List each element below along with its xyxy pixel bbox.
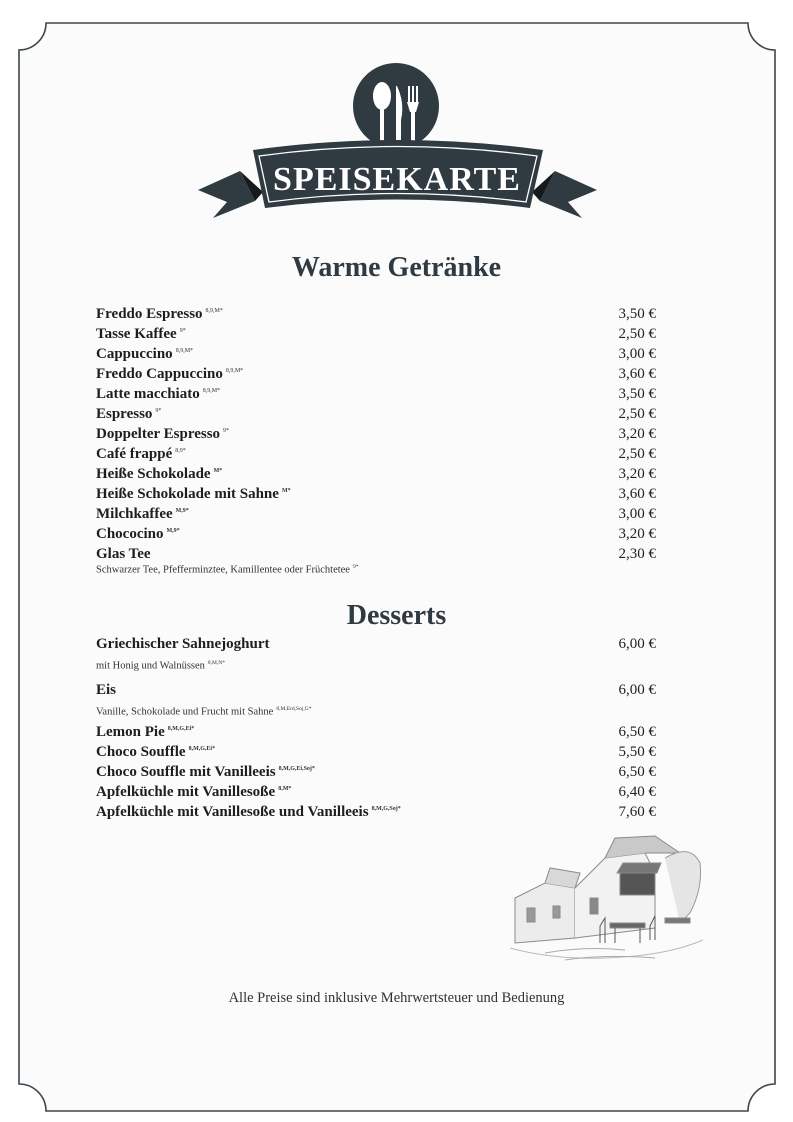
menu-item-row: [96, 446, 656, 466]
allergen-codes: 8,M,Erd,Soj,G*: [276, 706, 312, 712]
menu-item-row: [96, 526, 656, 546]
menu-item-name: [96, 466, 222, 483]
menu-item-label: Latte macchiato: [96, 386, 200, 402]
menu-item-label: Milchkaffee: [96, 506, 173, 522]
menu-item-name: [96, 724, 194, 741]
menu-item-row: [96, 744, 656, 764]
menu-item-price: 2,50 €: [618, 446, 656, 462]
menu-item-price: 3,20 €: [618, 426, 656, 442]
banner-title: SPEISEKARTE: [273, 161, 521, 198]
menu-item-row: [96, 506, 656, 526]
menu-item-price: 3,20 €: [618, 526, 656, 542]
menu-item-name: [96, 346, 193, 363]
cutlery-icon: [353, 63, 439, 150]
menu-item-name: [96, 486, 291, 503]
menu-item-name: [96, 784, 291, 801]
menu-item-name: [96, 744, 215, 761]
allergen-codes: 9*: [155, 408, 162, 414]
menu-item-name: [96, 682, 116, 699]
menu-item-row: [96, 784, 656, 804]
menu-item-row: [96, 326, 656, 346]
section-title-warm-drinks: Warme Getränke: [291, 252, 502, 283]
menu-item-row: [96, 306, 656, 326]
menu-item-label: Eis: [96, 682, 117, 698]
menu-item-row: [96, 682, 656, 702]
allergen-codes: 9*: [223, 428, 230, 434]
menu-item-label: Tasse Kaffee: [96, 326, 177, 342]
menu-item-name: [96, 636, 269, 653]
menu-item-row: [96, 406, 656, 426]
menu-item-row: [96, 724, 656, 744]
header-emblem: [195, 58, 600, 218]
menu-item-price: 6,40 €: [618, 784, 656, 800]
menu-item-price: 3,50 €: [618, 386, 656, 402]
allergen-codes: 8,M,G,Ei,Soj*: [278, 766, 315, 772]
allergen-codes: 8,M*: [278, 786, 292, 792]
menu-item-label: Apfelküchle mit Vanillesoße und Vanilleeis: [96, 804, 369, 820]
menu-item-name: [96, 804, 401, 821]
menu-item-price: 6,00 €: [618, 682, 656, 698]
menu-item-label: Choco Souffle: [96, 744, 186, 760]
menu-item-label: Heiße Schokolade: [96, 466, 211, 482]
menu-item-label: Freddo Cappuccino: [96, 366, 223, 382]
menu-item-label: Heiße Schokolade mit Sahne: [96, 486, 279, 502]
menu-item-row: [96, 636, 656, 656]
menu-item-price: 3,00 €: [618, 506, 656, 522]
menu-item-price: 3,50 €: [618, 306, 656, 322]
menu-item-description: [96, 660, 225, 672]
menu-item-name: [96, 406, 161, 423]
menu-item-row: [96, 366, 656, 386]
menu-item-price: 2,50 €: [618, 406, 656, 422]
menu-item-name: [96, 526, 180, 543]
allergen-codes: 8,M,G,Ei*: [188, 746, 216, 752]
menu-item-name: [96, 326, 186, 343]
menu-item-label: Griechischer Sahnejoghurt: [96, 636, 270, 652]
menu-item-row: [96, 804, 656, 824]
description-text: mit Honig und Walnüssen: [96, 660, 205, 672]
allergen-codes: 8,M,G,Ei*: [167, 726, 195, 732]
allergen-codes: M,9*: [166, 528, 180, 534]
menu-item-price: 6,50 €: [618, 764, 656, 780]
allergen-codes: 8,9*: [175, 448, 186, 454]
allergen-codes: M*: [281, 488, 291, 494]
allergen-codes: M,9*: [175, 508, 189, 514]
allergen-codes: 8,9,M*: [175, 348, 194, 354]
menu-item-price: 7,60 €: [618, 804, 656, 820]
village-sketch-illustration: [505, 828, 705, 973]
menu-item-label: Chococino: [96, 526, 164, 542]
allergen-codes: 9*: [352, 564, 359, 570]
menu-item-label: Espresso: [96, 406, 153, 422]
footer-note: Alle Preise sind inklusive Mehrwertsteuer und Bedienung: [228, 990, 565, 1006]
menu-item-name: [96, 546, 151, 563]
menu-item-row: [96, 346, 656, 366]
menu-item-price: 2,30 €: [618, 546, 656, 562]
menu-item-name: [96, 764, 315, 781]
menu-item-name: [96, 426, 229, 443]
menu-item-row: [96, 466, 656, 486]
menu-item-row: [96, 764, 656, 784]
menu-item-name: [96, 386, 220, 403]
menu-item-price: 6,00 €: [618, 636, 656, 652]
description-text: Schwarzer Tee, Pfefferminztee, Kamillentee oder Früchtetee: [96, 564, 350, 576]
allergen-codes: 9*: [179, 328, 186, 334]
menu-item-description: [96, 564, 358, 576]
menu-item-row: [96, 386, 656, 406]
menu-item-label: Choco Souffle mit Vanilleeis: [96, 764, 276, 780]
description-text: Vanille, Schokolade und Frucht mit Sahne: [96, 706, 274, 718]
menu-item-price: 6,50 €: [618, 724, 656, 740]
menu-item-price: 5,50 €: [618, 744, 656, 760]
menu-item-description: [96, 706, 311, 718]
menu-item-name: [96, 366, 243, 383]
allergen-codes: 8,9,M*: [225, 368, 244, 374]
menu-item-label: Lemon Pie: [96, 724, 165, 740]
menu-item-price: 3,60 €: [618, 366, 656, 382]
allergen-codes: 8,M,N*: [207, 660, 226, 666]
menu-item-price: 2,50 €: [618, 326, 656, 342]
allergen-codes: M*: [213, 468, 223, 474]
menu-item-name: [96, 446, 186, 463]
menu-item-label: Apfelküchle mit Vanillesoße: [96, 784, 276, 800]
allergen-codes: 8,M,G,Soj*: [371, 806, 401, 812]
menu-item-label: Doppelter Espresso: [96, 426, 221, 442]
menu-item-label: Glas Tee: [96, 546, 151, 562]
menu-item-name: [96, 506, 189, 523]
allergen-codes: 8,9,M*: [202, 388, 221, 394]
menu-item-label: Freddo Espresso: [96, 306, 203, 322]
menu-item-row: [96, 426, 656, 446]
section-title-desserts: Desserts: [346, 600, 447, 631]
menu-item-price: 3,60 €: [618, 486, 656, 502]
allergen-codes: 8,9,M*: [205, 308, 223, 314]
menu-item-price: 3,00 €: [618, 346, 656, 362]
menu-item-row: [96, 546, 656, 566]
menu-item-label: Cappuccino: [96, 346, 173, 362]
menu-item-row: [96, 486, 656, 506]
menu-item-name: [96, 306, 223, 323]
menu-item-price: 3,20 €: [618, 466, 656, 482]
menu-item-label: Café frappé: [96, 446, 173, 462]
